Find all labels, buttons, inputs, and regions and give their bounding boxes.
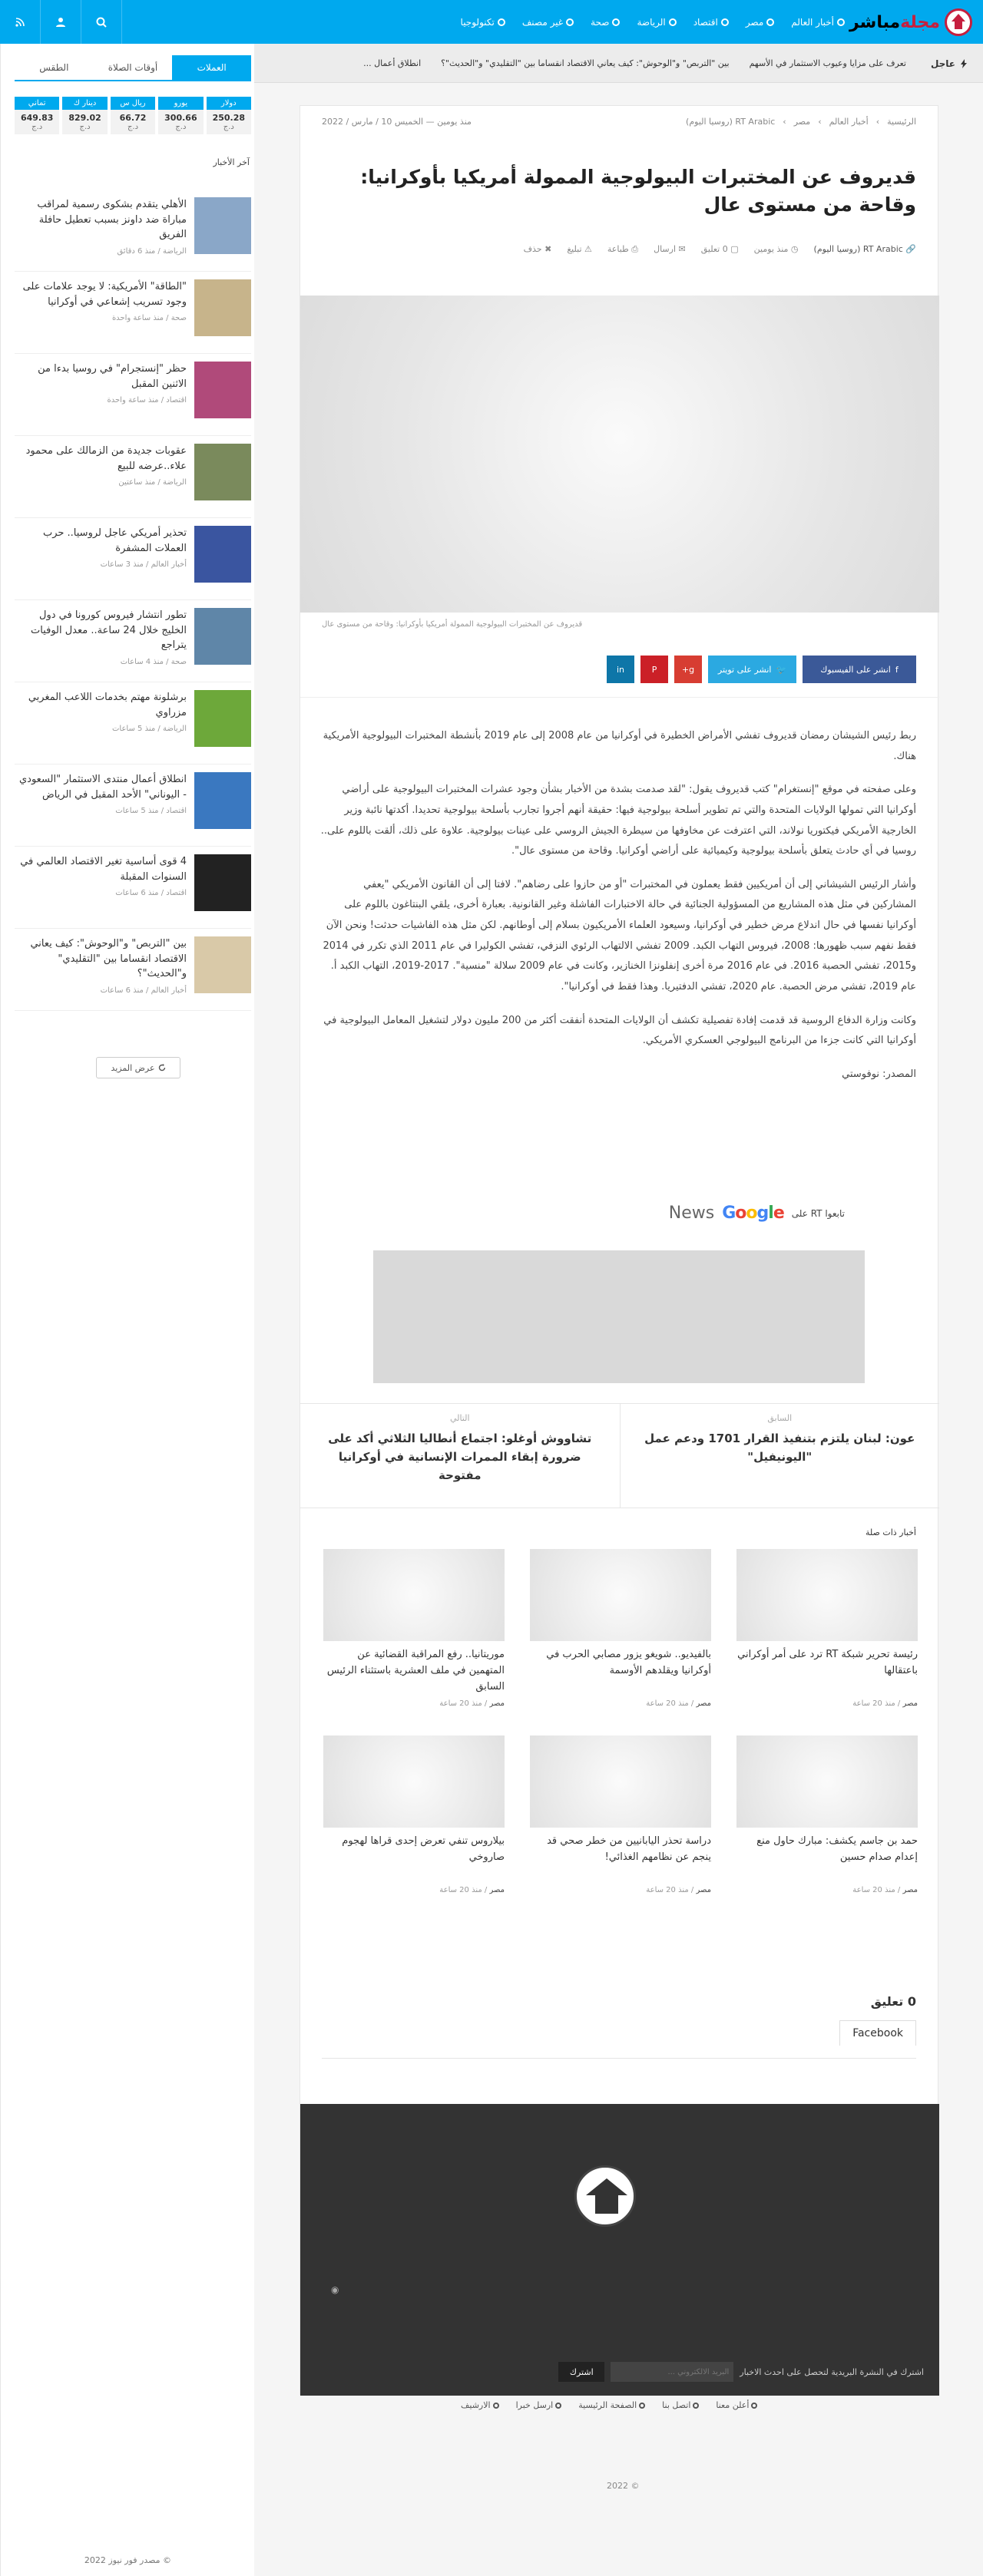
circle-icon: [555, 2403, 561, 2409]
related-news-card[interactable]: [323, 1549, 505, 1708]
news-title: تطور انتشار فيروس كورونا في دول الخليج خلال 24 ساعة.. معدل الوفيات يتراجع: [30, 609, 187, 651]
article-paragraph: وكانت وزارة الدفاع الروسية قد قدمت إفادة تفصيلية تكشف أن الولايات المتحدة أنفقت أكثر من 200 مليون دولار لتشغيل المعامل البيولوجية في أوكرانيا التي كانت جزءا من البرنامج البيولوجي العسكري الأمريكي.: [323, 1014, 916, 1047]
news-thumbnail: [194, 772, 251, 829]
logo-house-icon: [945, 8, 972, 36]
copyright: © 2022: [607, 2481, 640, 2491]
close-icon: ✖: [541, 244, 552, 254]
site-logo[interactable]: [849, 6, 972, 38]
news-title: "الطاقة" الأمريكية: لا يوجد علامات على وجود تسريب إشعاعي في أوكرانيا: [22, 281, 187, 308]
circle-icon: [751, 2403, 757, 2409]
search-icon: [96, 17, 107, 28]
twitter-icon: 🐦: [776, 664, 787, 675]
side-news-item[interactable]: [15, 600, 251, 682]
share-facebook-button[interactable]: f انشر على الفيسبوك: [803, 656, 916, 683]
news-thumbnail: [194, 362, 251, 418]
facebook-icon: f: [895, 664, 899, 675]
nav-item-sports[interactable]: الرياضة: [637, 17, 676, 28]
ticker-item[interactable]: انطلاق أعمال ...: [363, 58, 422, 68]
related-meta: مصر / منذ 20 ساعة: [646, 1886, 711, 1894]
main-nav: [461, 0, 845, 44]
related-news-title: أخبار ذات صلة: [865, 1527, 916, 1537]
tab-facebook-comments[interactable]: Facebook: [839, 2020, 916, 2046]
nav-item-egypt[interactable]: مصر: [746, 17, 774, 28]
breaking-news-ticker: [254, 44, 983, 83]
circle-icon: [493, 2403, 499, 2409]
footer-link-archive[interactable]: الارشيف: [461, 2400, 499, 2410]
currency-cell: دولار 250.28 د.ج: [207, 97, 251, 134]
comments-link[interactable]: ▢ 0 تعليق: [700, 244, 739, 254]
nav-item-technology[interactable]: تكنولوجيا: [461, 17, 505, 28]
flash-icon: [960, 59, 968, 68]
article-title: قديروف عن المختبرات البيولوجية الممولة أمريكيا بأوكرانيا: وقاحة من مستوى عال: [360, 166, 916, 216]
circle-icon: [566, 18, 574, 26]
sidebar-footer: © مصدر فور نيوز 2022: [84, 2555, 172, 2565]
ad-placeholder: [373, 1250, 865, 1383]
circle-icon: [498, 18, 505, 26]
news-thumbnail: [194, 690, 251, 747]
side-news-item[interactable]: [15, 682, 251, 765]
side-news-item[interactable]: [15, 765, 251, 847]
circle-icon: [639, 2403, 645, 2409]
related-meta: مصر / منذ 20 ساعة: [646, 1699, 711, 1708]
news-title: تحذير أمريكي عاجل لروسيا.. حرب العملات المشفرة: [42, 527, 187, 554]
send-button[interactable]: ✉ ارسال: [654, 244, 686, 254]
news-title: بين "التربص" و"الوحوش": كيف يعاني الاقتصاد انقساما بين "التقليدي" و"الحديث"؟: [30, 938, 187, 979]
related-news-card[interactable]: [530, 1735, 711, 1894]
news-thumbnail: [194, 279, 251, 336]
share-google-button[interactable]: [674, 656, 702, 683]
footer-link-advertise[interactable]: أعلن معنا: [716, 2400, 757, 2410]
google-plus-icon: g+: [681, 664, 695, 675]
news-thumbnail: [194, 936, 251, 993]
related-thumbnail: [323, 1549, 505, 1641]
newsletter-subscribe-button[interactable]: اشترك: [558, 2362, 604, 2382]
currency-table: [15, 97, 251, 134]
link-icon: 🔗: [902, 244, 916, 254]
related-thumbnail: [530, 1549, 711, 1641]
latest-news-list: [15, 190, 251, 1011]
breadcrumb: الرئيسية › أخبار العالم › مصر › RT Arabic (روسيا اليوم) منذ يومين — الخميس 10 / مارس / 2022: [322, 117, 916, 127]
divider: [300, 697, 939, 698]
user-menu-button[interactable]: [41, 0, 81, 44]
breadcrumb-source[interactable]: RT Arabic (روسيا اليوم): [686, 117, 776, 127]
currency-cell: تماني 649.83 د.ج: [15, 97, 59, 134]
comment-icon: ▢: [727, 244, 739, 254]
news-meta: أخبار العالم / منذ 3 ساعات: [100, 560, 187, 569]
related-title: موريتانيا.. رفع المراقبة القضائية عن المتهمين في ملف العشرية باستثناء الرئيس السابق: [326, 1649, 505, 1693]
article-paragraph: وعلى صفحته في موقع "إنستغرام" كتب قديروف يقول: "لقد صدمت بشدة من الأخبار بشأن وجود عشرات المختبرات البيولوجية على أراضي أوكرانيا التي تمولها الولايات المتحدة والتي تم تطوير أسلحة بيولوجية فيها: حقيقة أنهم أجروا تجارب بأسلحة بيولوجية تحديدا. أكدتها نائبة وزير الخارجية الأمريكي فيكتوريا نولاند، التي اعترفت عن مخاوفها من سيطرة الجيش الروسي على عينات بيولوجية. علاوة على ذلك، ألقت باللوم على.. روسيا في أي حادث يتعلق بأسلحة بيولوجية وكيميائية على أراضي أوكرانيا. وقاحة من مستوى عال".: [320, 784, 916, 857]
circle-icon: [669, 18, 677, 26]
circle-icon: [837, 18, 845, 26]
printer-icon: ⎙: [628, 244, 639, 254]
user-icon: [55, 17, 67, 28]
latest-news-title: آخر الأخبار: [213, 157, 250, 167]
post-navigation: [300, 1403, 939, 1508]
load-more-button[interactable]: عرض المزيد: [96, 1057, 180, 1078]
newsletter-text: اشترك في النشرة البريدية لتحصل على احدث الاخبار: [740, 2366, 924, 2377]
currency-cell: دينار ك 829.02 د.ج: [62, 97, 107, 134]
article-hero-image: [300, 296, 939, 613]
ticker-item[interactable]: بين "التربص" و"الوحوش": كيف يعاني الاقتصاد انقساما بين "التقليدي" و"الحديث"؟: [441, 58, 730, 68]
related-meta: مصر / منذ 20 ساعة: [852, 1886, 918, 1894]
report-button[interactable]: ⚠ تبليغ: [567, 244, 592, 254]
nav-item-uncategorized[interactable]: غير مصنف: [522, 17, 574, 28]
nav-item-economy[interactable]: اقتصاد: [693, 17, 729, 28]
footer-link-contact[interactable]: اتصل بنا: [662, 2400, 699, 2410]
side-news-item[interactable]: [15, 929, 251, 1011]
news-meta: اقتصاد / منذ ساعة واحدة: [107, 396, 187, 405]
news-thumbnail: [194, 854, 251, 911]
related-news-card[interactable]: [736, 1549, 918, 1708]
top-icons: [0, 0, 122, 44]
news-logo-text: News: [668, 1204, 715, 1223]
article-date: منذ يومين — الخميس 10 / مارس / 2022: [322, 117, 472, 127]
circle-icon: [612, 18, 620, 26]
ticker-items: [261, 44, 906, 83]
news-thumbnail: [194, 526, 251, 583]
share-twitter-button[interactable]: 🐦 انشر على تويتر: [708, 656, 796, 683]
top-navbar: [0, 0, 983, 44]
footer-link-home[interactable]: الصفحة الرئيسية: [578, 2400, 645, 2410]
news-thumbnail: [194, 444, 251, 500]
ticker-item[interactable]: تعرف على مزايا وعيوب الاستثمار في الأسهم: [749, 58, 906, 68]
news-meta: أخبار العالم / منذ 6 ساعات: [100, 986, 187, 995]
news-thumbnail: [194, 608, 251, 665]
google-news-follow-link[interactable]: تابعوا RT على Google News: [668, 1204, 845, 1223]
news-thumbnail: [194, 197, 251, 254]
comments-section: [322, 1994, 916, 2059]
footer-logo-icon: [574, 2165, 636, 2227]
related-news-grid: [322, 1549, 918, 1894]
currency-cell: يورو 300.66 د.ج: [158, 97, 203, 134]
related-thumbnail: [323, 1735, 505, 1828]
article-card: [300, 105, 938, 2395]
related-news-card[interactable]: [323, 1735, 505, 1894]
sidebar-tabs: [15, 55, 251, 81]
related-thumbnail: [736, 1549, 918, 1641]
news-title: برشلونة مهتم بخدمات اللاعب المغربي مزراوي: [28, 692, 187, 718]
rss-icon: ◉: [331, 2284, 339, 2295]
footer-link-send-news[interactable]: ارسل خبرا: [516, 2400, 562, 2410]
share-bar: [607, 656, 916, 683]
breadcrumb-world[interactable]: أخبار العالم: [829, 117, 869, 127]
side-news-item[interactable]: [15, 272, 251, 354]
article-paragraph: ربط رئيس الشيشان رمضان قديروف تفشي الأمراض الخطيرة في أوكرانيا من عام 2008 إلى عام 2019 بأنشطة المختبرات البيولوجية الأمريكية هناك.: [323, 730, 916, 762]
tab-weather[interactable]: الطقس: [39, 62, 69, 73]
share-pinterest-button[interactable]: [640, 656, 668, 683]
tab-currencies[interactable]: العملات: [172, 55, 251, 80]
related-title: بيلاروس تنفي تعرض إحدى قراها لهجوم صاروخي: [342, 1835, 505, 1863]
image-caption: قديروف عن المختبرات البيولوجية الممولة أمريكيا بأوكرانيا: وقاحة من مستوى عال: [322, 620, 583, 629]
comments-count: 0 تعليق: [870, 1994, 916, 2009]
article-source: المصدر: نوفوستي: [842, 1068, 916, 1080]
circle-icon: [721, 18, 729, 26]
rss-icon: [15, 18, 25, 27]
related-title: رئيسة تحرير شبكة RT ترد على أمر أوكراني باعتقالها: [737, 1649, 918, 1676]
news-meta: الرياضة / منذ 6 دقائق: [117, 246, 187, 256]
nav-item-world[interactable]: أخبار العالم: [791, 17, 845, 28]
news-title: 4 قوى أساسية تغير الاقتصاد العالمي في السنوات المقبلة: [20, 856, 187, 883]
related-meta: مصر / منذ 20 ساعة: [439, 1699, 505, 1708]
breadcrumb-egypt[interactable]: مصر: [793, 117, 811, 127]
related-news-card[interactable]: [530, 1549, 711, 1708]
news-meta: الرياضة / منذ ساعتين: [118, 478, 187, 487]
side-news-item[interactable]: [15, 354, 251, 436]
related-meta: مصر / منذ 20 ساعة: [852, 1699, 918, 1708]
previous-post-link[interactable]: السابق عون: لبنان يلتزم بتنفيذ القرار 1701 ودعم عمل "اليونيفيل": [620, 1404, 940, 1508]
article-meta: [322, 244, 916, 255]
related-meta: مصر / منذ 20 ساعة: [439, 1886, 505, 1894]
sidebar: [0, 44, 254, 2576]
newsletter-form: [558, 2361, 924, 2383]
related-title: بالفيديو.. شويغو يزور مصابي الحرب في أوكرانيا ويقلدهم الأوسمة: [546, 1649, 711, 1676]
news-meta: صحة / منذ 4 ساعات: [120, 657, 187, 666]
search-button[interactable]: [81, 0, 122, 44]
news-title: الأهلي يتقدم بشكوى رسمية لمراقب مباراة ضد داونز بسبب تعطيل حافلة الفريق: [37, 199, 187, 240]
dark-footer: [300, 2104, 939, 2396]
warning-icon: ⚠: [581, 244, 592, 254]
news-title: حظر "إنستجرام" في روسيا بدءا من الاثنين المقبل: [38, 363, 187, 390]
author-link[interactable]: 🔗 RT Arabic (روسيا اليوم): [813, 244, 916, 254]
rss-button[interactable]: [0, 0, 41, 44]
news-title: عقوبات جديدة من الزمالك على محمود علاء..عرضه للبيع: [25, 445, 187, 472]
newsletter-email-input[interactable]: [611, 2362, 733, 2382]
related-thumbnail: [530, 1735, 711, 1828]
related-title: حمد بن جاسم يكشف: مبارك حاول منع إعدام صدام حسين: [756, 1835, 918, 1863]
google-logo: Google: [722, 1204, 784, 1223]
share-linkedin-button[interactable]: [607, 656, 634, 683]
circle-icon: [693, 2403, 699, 2409]
related-news-card[interactable]: [736, 1735, 918, 1894]
article-body: [320, 726, 916, 1098]
tab-prayer-times[interactable]: أوقات الصلاة: [108, 62, 158, 73]
envelope-icon: ✉: [676, 244, 686, 254]
breadcrumb-home[interactable]: الرئيسية: [887, 117, 916, 127]
print-button[interactable]: ⎙ طباعة: [607, 244, 639, 254]
clock-icon: ◷: [788, 244, 799, 254]
side-news-item[interactable]: [15, 436, 251, 518]
linkedin-icon: in: [616, 664, 625, 675]
circle-icon: [766, 18, 774, 26]
post-time: ◷ منذ يومين: [753, 244, 799, 254]
related-title: دراسة تحذر اليابانيين من خطر صحي قد ينجم عن نظامهم الغذائي!: [547, 1835, 711, 1863]
news-meta: اقتصاد / منذ 6 ساعات: [115, 889, 187, 897]
logo-text: مجلةمباشر: [849, 12, 940, 32]
ticker-label: عاجل: [931, 44, 968, 83]
delete-button[interactable]: ✖ حذف: [523, 244, 552, 254]
pinterest-icon: P: [651, 664, 657, 675]
side-news-item[interactable]: [15, 847, 251, 929]
currency-cell: ريال س 66.72 د.ج: [111, 97, 155, 134]
side-news-item[interactable]: [15, 190, 251, 272]
footer-rss-button[interactable]: [331, 2284, 339, 2295]
news-meta: اقتصاد / منذ 5 ساعات: [115, 807, 187, 815]
next-post-link[interactable]: التالي تشاووش أوغلو: اجتماع أنطاليا الثلاثي أكد على ضرورة إبقاء الممرات الإنسانية في أوكرانيا مفتوحة: [328, 1413, 592, 1482]
related-thumbnail: [736, 1735, 918, 1828]
news-title: انطلاق أعمال منتدى الاستثمار "السعودي - اليوناني" الأحد المقبل في الرياض: [19, 774, 187, 801]
refresh-icon: [158, 1064, 166, 1072]
news-meta: صحة / منذ ساعة واحدة: [111, 314, 187, 322]
article-paragraph: وأشار الرئيس الشيشاني إلى أن أمريكيين فقط يعملون في المختبرات "أو من حازوا على رضاهم". لافتا إلى أن القانون الأمريكي "يعفي المشاركين في مثل هذه المشاريع من المسؤولية الجنائية في حالة الاختبارات الفاشلة وغير القانونية. بعبارة أخرى، يلقي البنتاغون باللوم على أوكرانيا نفسها في حال اندلاع مرض خطير في أوكرانيا، وسيعود العلماء الأمريكيون بسلام إلى أوطانهم. لكن مثل هذه الفاشيات حدثت! ونحن الآن فقط نفهم سبب ظهورها: 2008، فيروس التهاب الكبد. 2009 تفشي الالتهاب الرئوي النزفي، تفشي الكوليرا في عام 2011 الذي تكرر في 2014 و2015، تفشي الحصبة 2016. في عام 2016 مرة أخرى إنفلونزا الخنازير، وكانت في عام 2009 سلالة "منسية". 2017-2019، التهاب الكبد أ. عام 2019، تفشي مرض الحصبة. عام 2020، تفشي الدفتيريا. وهذا فقط في أوكرانيا".: [323, 878, 916, 993]
side-news-item[interactable]: [15, 518, 251, 600]
nav-item-health[interactable]: صحة: [591, 17, 620, 28]
footer-links: [461, 2400, 757, 2410]
news-meta: الرياضة / منذ 5 ساعات: [112, 725, 187, 733]
